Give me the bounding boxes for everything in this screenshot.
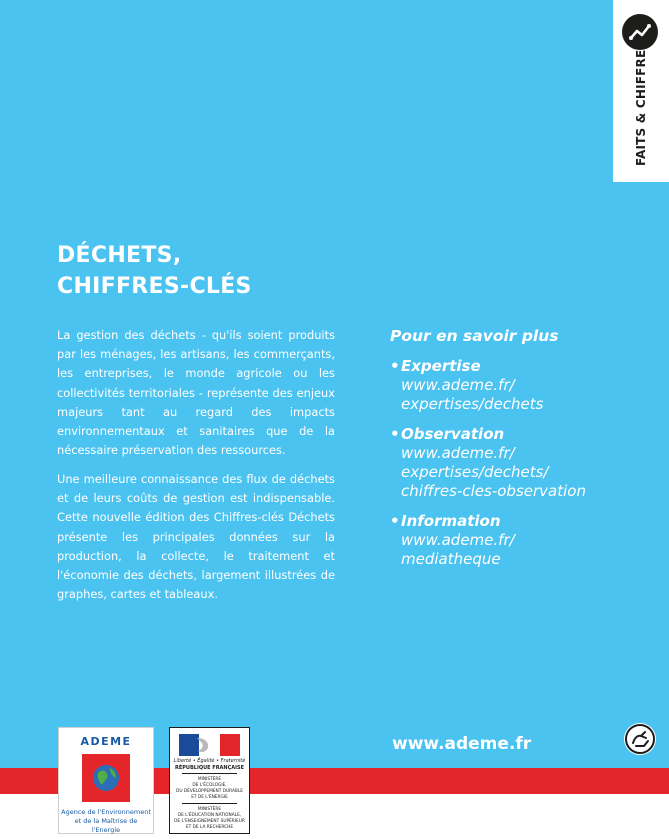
website-link[interactable]: www.ademe.fr <box>392 734 532 754</box>
intro-paragraph-1: La gestion des déchets - qu'ils soient produits par les ménages, les artisans, les commerçants, les entreprises, le monde agricole ou les collectivités territoriales - représente des enjeux majeurs tant au regard des impacts environnementaux et sanitaires que de la nécessaire préservation des ressources. <box>57 328 335 458</box>
ministry-line: DU DÉVELOPPEMENT DURABLE <box>176 789 243 794</box>
bullet: • <box>390 357 400 375</box>
divider <box>182 803 237 804</box>
rf-motto: Liberté • Égalité • Fraternité <box>173 758 246 764</box>
more-info-heading: Pour en savoir plus <box>390 327 559 345</box>
ademe-logo <box>58 727 154 834</box>
ministry-education <box>172 807 247 831</box>
item-title: Information <box>401 512 501 530</box>
republique-francaise-logo <box>169 727 250 834</box>
ministry-line: DE L'ÉCOLOGIE, <box>192 783 227 788</box>
intro-paragraph-2: Une meilleure connaissance des flux de déchets et de leurs coûts de gestion est indispensable. Cette nouvelle édition des Chiffres-clés Déchets présente les principales données sur la production, la collecte, le traitement et l'économie des déchets, largement illustrées de graphes, cartes et tableaux. <box>57 472 335 602</box>
item-url-line[interactable]: chiffres-cles-observation <box>401 482 586 500</box>
item-url-line[interactable]: expertises/dechets <box>401 395 544 413</box>
page-title <box>57 240 252 302</box>
bullet: • <box>390 425 400 443</box>
item-title: Observation <box>401 425 505 443</box>
more-info-item-observation[interactable] <box>390 425 630 501</box>
ademe-logo-caption <box>61 808 151 835</box>
ministry-ecologie <box>172 777 247 801</box>
ademe-logo-name: ADEME <box>80 735 132 748</box>
divider <box>182 773 237 774</box>
globe-icon <box>82 754 130 802</box>
item-url-line[interactable]: www.ademe.fr/ <box>401 376 515 394</box>
hand-recycle-icon <box>624 723 656 755</box>
ministry-line: DE L'ENSEIGNEMENT SUPÉRIEUR <box>174 819 245 824</box>
ministry-line: MINISTÈRE <box>197 807 222 812</box>
rf-name: RÉPUBLIQUE FRANÇAISE <box>174 765 245 771</box>
title-line-2: CHIFFRES-CLÉS <box>57 274 252 299</box>
caption-line: Agence de l'Environnement <box>61 808 151 816</box>
more-info-item-expertise[interactable] <box>390 357 630 414</box>
ministry-line: ET DE L'ÉNERGIE <box>191 795 228 800</box>
ministry-line: DE L'ÉDUCATION NATIONALE, <box>177 813 242 818</box>
item-url-line[interactable]: www.ademe.fr/ <box>401 531 515 549</box>
more-info-list <box>390 357 630 569</box>
ministry-line: MINISTÈRE <box>197 777 222 782</box>
side-tab-label: FAITS & CHIFFRES <box>634 40 648 166</box>
more-info-section <box>390 327 630 580</box>
item-url-line[interactable]: www.ademe.fr/ <box>401 444 515 462</box>
item-url-line[interactable]: mediatheque <box>401 550 501 568</box>
item-url-line[interactable]: expertises/dechets/ <box>401 463 549 481</box>
marianne-flag-icon <box>179 734 240 756</box>
item-title: Expertise <box>401 357 481 375</box>
bullet: • <box>390 512 400 530</box>
caption-line: et de la Maîtrise de l'Energie <box>74 817 138 834</box>
more-info-item-information[interactable] <box>390 512 630 569</box>
title-line-1: DÉCHETS, <box>57 243 182 268</box>
ministry-line: ET DE LA RECHERCHE <box>185 825 234 830</box>
